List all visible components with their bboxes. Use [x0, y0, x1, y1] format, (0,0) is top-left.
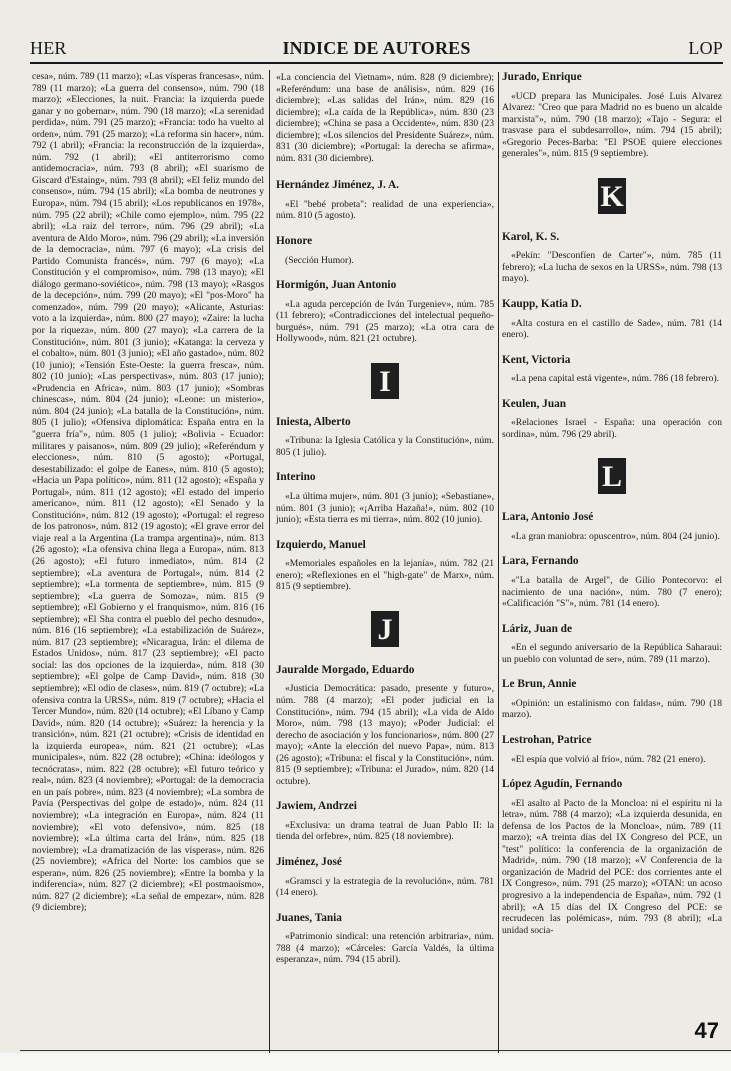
author-articles: «El "bebé probeta": realidad de una experiencia», núm. 810 (5 agosto).	[276, 198, 494, 222]
author-name: Jawiem, Andrzei	[276, 800, 357, 813]
author-articles: «Alta costura en el castillo de Sade», núm. 781 (14 enero).	[502, 317, 722, 341]
page-title: INDICE DE AUTORES	[282, 38, 471, 58]
author-entry	[276, 857, 494, 899]
page-header	[30, 36, 723, 62]
author-entry	[502, 556, 722, 609]
column-divider	[498, 72, 499, 1062]
author-articles: «El espía que volvió al frío», núm. 782 (21 enero).	[511, 753, 706, 765]
column-1	[32, 71, 264, 914]
author-name: Interino	[276, 471, 316, 484]
author-entry	[502, 779, 722, 936]
continued-entry-text: «La conciencia del Vietnam», núm. 828 (9 diciembre); «Referéndum: una base de análisis», núm. 829 (16 diciembre); «Las salidas del Irán», núm. 829 (16 diciembre); «La caída de la República», núm. 830 (23 diciembre); «China se pasa a Occidente», núm. 830 (23 diciembre); «Los silencios del Presidente Suárez», núm. 831 (30 diciembre); «Portugal: la derecha se afirma», núm. 831 (30 diciembre).	[276, 72, 494, 164]
author-entry	[276, 665, 494, 787]
author-name: Hernández Jiménez, J. A.	[276, 179, 399, 192]
author-name: Lara, Antonio José	[502, 511, 594, 524]
author-entry	[502, 399, 722, 441]
author-entry	[502, 624, 722, 666]
author-articles: «Pekín: "Desconfíen de Carter"», núm. 785 (11 febrero); «La lucha de sexos en la URSS», núm. 798 (13 mayo).	[502, 250, 722, 285]
author-name: Iniesta, Alberto	[276, 415, 351, 428]
author-entry	[276, 472, 494, 525]
author-articles: «La pena capital está vigente», núm. 786 (18 febrero).	[511, 373, 720, 385]
author-entry	[276, 280, 494, 345]
author-articles: «Tribuna: la Iglesia Católica y la Constitución», núm. 805 (1 julio).	[276, 435, 494, 458]
author-articles: «La aguda percepción de Iván Turgeniev», núm. 785 (11 febrero); «Contradicciones del intelectual pequeño-burgués», núm. 791 (25 marzo); «La otra cara de Hollywood», núm. 821 (21 octubre).	[276, 298, 494, 345]
author-articles: «"La batalla de Argel", de Gilio Pontecorvo: el nacimiento de una nación», núm. 780 (7 enero); «Calificación "S"», núm. 781 (14 enero).	[502, 575, 722, 610]
author-entry	[502, 232, 722, 285]
author-articles: (Sección Humor).	[285, 254, 354, 266]
author-articles: «UCD prepara las Municipales. José Luis Alvarez Alvarez: "Creo que para Madrid no es bueno un alcalde marxista"», núm. 790 (18 marzo); «Tajo - Segura: el trasvase para el subdesarrollo», núm. 794 (15 abril); «Gregorio Peces-Barba: "El PSOE quiere elecciones generales"», núm. 815 (9 septiembre).	[502, 90, 722, 160]
section-letter-I: I	[371, 363, 399, 399]
author-name: Juanes, Tania	[276, 911, 342, 924]
left-guide-word: HER	[30, 38, 67, 58]
author-articles: «Memoriales españoles en la lejanía», núm. 782 (21 enero); «Reflexiones en el "high-gate" de Marx», núm. 815 (9 septiembre).	[276, 558, 494, 593]
author-entry	[502, 355, 722, 385]
page-number: 47	[694, 1018, 719, 1043]
author-entry	[502, 72, 722, 160]
author-articles: «Gramsci y la estrategia de la revolución», núm. 781 (14 enero).	[276, 875, 494, 899]
author-articles: «Relaciones Israel - España: una operación con sordina», núm. 796 (29 abril).	[502, 417, 722, 440]
scan-margin	[0, 1053, 731, 1071]
author-name: Izquierdo, Manuel	[276, 538, 366, 551]
author-entry	[276, 540, 494, 593]
author-entry	[276, 180, 494, 222]
section-letter-L: L	[598, 458, 626, 494]
author-entry	[502, 299, 722, 341]
author-entry	[502, 735, 722, 765]
author-name: Jiménez, José	[276, 855, 342, 868]
author-articles: «La gran maniobra: opuscentro», núm. 804 (24 junio).	[511, 530, 720, 542]
author-name: Lara, Fernando	[502, 555, 579, 568]
column-3	[502, 72, 722, 950]
author-name: Láriz, Juan de	[502, 622, 572, 635]
author-name: Honore	[276, 235, 313, 248]
author-articles: «En el segundo aniversario de la República Saharaui: un pueblo con voluntad de ser», núm. 789 (11 marzo).	[502, 642, 722, 665]
author-articles: «Justicia Democrática: pasado, presente y futuro», núm. 788 (4 marzo); «El poder judicial en la Constitución», núm. 794 (15 abril); «La vida de Aldo Moro», núm. 798 (13 mayo); «Poder Judicial: el derecho de asociación y los funcionarios», núm. 800 (27 mayo); «Ante la elección del nuevo Papa», núm. 813 (26 agosto); «Tribuna: el fiscal y la Constitución», núm. 815 (9 septiembre); «Tribuna: el Jurado», núm. 820 (14 octubre).	[276, 683, 494, 787]
column-2	[276, 72, 494, 980]
continued-entry-text: cesa», núm. 789 (11 marzo); «Las vísperas francesas», núm. 789 (11 marzo); «La guerra del consenso», núm. 790 (18 marzo); «Elecciones, la nuit. Francia: la izquierda puede ganar y no gobernar», núm. 790 (18 marzo); «La serenidad perdida», núm. 791 (25 marzo); «Francia: todo ha vuelto al orden», núm. 791 (25 marzo); «La reforma sin hacer», núm. 792 (1 abril); «Francia: la reconstrucción de la izquierda», núm. 792 (1 abril); «El antiterrorismo como antidemocracia», núm. 793 (8 abril); «El suarismo de Giscard d'Estaing», núm. 793 (8 abril); «El feliz mundo del consenso», núm. 794 (15 abril); «La bomba de neutrones y Europa», núm. 794 (15 abril); «Los republicanos en 1978», núm. 795 (22 abril); «Chile como ejemplo», núm. 795 (22 abril); «La raíz del terror», núm. 796 (29 abril); «La aventura de Aldo Moro», núm. 796 (29 abril); «La inversión de la democracia», núm. 797 (6 mayo); «La crisis del Partido Comunista francés», núm. 797 (6 mayo); «La Constitución y el compromiso», núm. 798 (13 mayo); «El diálogo germano-soviético», núm. 798 (13 mayo); «Rasgos de la decepción», núm. 799 (20 mayo); «El "pos-Moro" ha comenzado», núm. 799 (20 mayo); «Alicante, Asturias: voto a la izquierda», núm. 800 (27 mayo); «Zaire: la lucha por la riqueza», núm. 800 (27 mayo); «La carrera de la Constitución», núm. 801 (3 junio); «Katanga: la cerveza y el cobalto», núm. 801 (3 junio); «El año gastado», núm. 802 (10 junio); «Tensión Este-Oeste: la guerra fresca», núm. 802 (10 junio); «Las perspectivas», núm. 803 (17 junio); «Prudencia en Africa», núm. 803 (17 junio); «Sombras chinescas», núm. 804 (24 junio); «Leone: un misterio», núm. 804 (24 junio); «La batalla de la Constitución», núm. 805 (1 julio); «Ofensiva diplomática: España entra en la "guerra fría"», núm. 805 (1 julio); «Bolivia - Ecuador: militares y paisanos», núm. 809 (29 julio); «Referéndum y elecciones», núm. 810 (5 agosto); «Portugal, desestabilizado: el golpe de Eanes», núm. 810 (5 agosto); «Hacia un Papa político», núm. 811 (12 agosto); «España y Portugal», núm. 811 (12 agosto); «El estado del imperio americano», núm. 811 (12 agosto); «El Senado y la Constitución», núm. 812 (19 agosto); «Portugal: el regreso de los patronos», núm. 812 (19 agosto); «El grave error del viaje real a la Argentina (La trampa argentina)», núm. 813 (26 agosto); «La ofensiva china llega a Europa», núm. 813 (26 agosto); «El futuro inmediato», núm. 814 (2 septiembre); «La aventura de Portugal», núm. 814 (2 septiembre); «La tormenta de septiembre», núm. 815 (9 septiembre); «La guerra de Somoza», núm. 815 (9 septiembre); «El Gobierno y el franquismo», núm. 816 (16 septiembre); «El Sha contra el pueblo del pecho desnudo», núm. 816 (16 septiembre); «La estabilización de Suárez», núm. 817 (23 septiembre); «Nicaragua, Irán: el dilema de Estados Unidos», núm. 817 (23 septiembre); «El pacto social: las dos opciones de la izquierda», núm. 818 (30 septiembre); «El golpe de Camp David», núm. 818 (30 septiembre); «El odio de clases», núm. 819 (7 octubre); «La ofensiva contra la URSS», núm. 819 (7 octubre); «Hacia el Tercer Mundo», núm. 820 (14 octubre); «El Líbano y Camp David», núm. 820 (14 octubre); «Suárez: la herencia y la transición», núm. 821 (21 octubre); «Crisis de identidad en la izquierda europea», núm. 821 (21 octubre); «Las municipales», núm. 822 (28 octubre); «China: ideólogos y tecnócratas», núm. 822 (28 octubre); «El futuro teórico y real», núm. 823 (4 noviembre); «Portugal: de la democracia en un país pobre», núm. 823 (4 noviembre); «La sombra de Pavía (Perspectivas del golpe de estado)», núm. 824 (11 noviembre); «La integración en Europa», núm. 824 (11 noviembre); «El voto defensivo», núm. 825 (18 noviembre); «La última carta del Irán», núm. 825 (18 noviembre); «La dramatización de las vísperas», núm. 826 (25 noviembre); «Africa del Norte: los cambios que se esperan», núm. 826 (25 noviembre); «Entre la bomba y la indiferencia», núm. 827 (2 diciembre); «El postmaoísmo», núm. 827 (2 diciembre); «La señal de empezar», núm. 828 (9 diciembre);	[32, 71, 264, 914]
author-entry	[502, 512, 722, 542]
author-entry	[276, 913, 494, 966]
author-entry	[276, 236, 494, 266]
author-name: Jurado, Enrique	[502, 71, 582, 83]
column-divider	[269, 70, 270, 1056]
author-articles: «La última mujer», núm. 801 (3 junio); «Sebastiane», núm. 801 (3 junio); «¡Arriba Hazaña!», núm. 802 (10 junio); «Esta tierra es mi tierra», núm. 802 (10 junio).	[276, 491, 494, 526]
author-name: Hormigón, Juan Antonio	[276, 279, 397, 292]
author-articles: «Opinión: un estalinismo con faldas», núm. 790 (18 marzo).	[502, 697, 722, 721]
author-articles: «Patrimonio sindical: una retención arbitraria», núm. 788 (4 marzo); «Cárceles: García Valdés, la última esperanza», núm. 794 (15 abril).	[276, 931, 494, 966]
author-name: Karol, K. S.	[502, 230, 560, 243]
author-entry	[276, 417, 494, 459]
author-name: Le Brun, Annie	[502, 678, 577, 691]
author-entry	[276, 801, 494, 843]
author-name: Kent, Victoria	[502, 353, 571, 366]
author-articles: «Exclusiva: un drama teatral de Juan Pablo II: la tienda del orfebre», núm. 825 (18 noviembre).	[276, 819, 494, 843]
author-name: Keulen, Juan	[502, 397, 567, 410]
header-rule	[30, 62, 723, 64]
author-entry	[502, 679, 722, 721]
author-articles: «El asalto al Pacto de la Moncloa: ni el espíritu ni la letra», núm. 788 (4 marzo); «La izquierda desunida, en defensa de los Pactos de la Moncloa», núm. 789 (11 marzo); «A treinta días del IX Congreso del PCE, un "test" político: la conferencia de la organización de Madrid», núm. 790 (18 marzo); «V Conferencia de la organización de Madrid del PCE: dos corrientes ante el IX Congreso», núm. 791 (25 marzo); «OTAN: un acoso progresivo a la independencia de España», núm. 792 (1 abril); «A 15 días del IX Congreso del PCE: se recrudecen las polémicas», núm. 793 (8 abril); «La unidad socia-	[502, 797, 722, 936]
author-name: Jauralde Morgado, Eduardo	[276, 663, 415, 676]
right-guide-word: LOP	[688, 38, 723, 58]
section-letter-J: J	[371, 611, 399, 647]
footer-rule	[20, 1050, 731, 1051]
author-name: López Agudín, Fernando	[502, 778, 623, 791]
author-name: Kaupp, Katia D.	[502, 298, 582, 311]
author-name: Lestrohan, Patrice	[502, 733, 592, 746]
section-letter-K: K	[598, 178, 626, 214]
